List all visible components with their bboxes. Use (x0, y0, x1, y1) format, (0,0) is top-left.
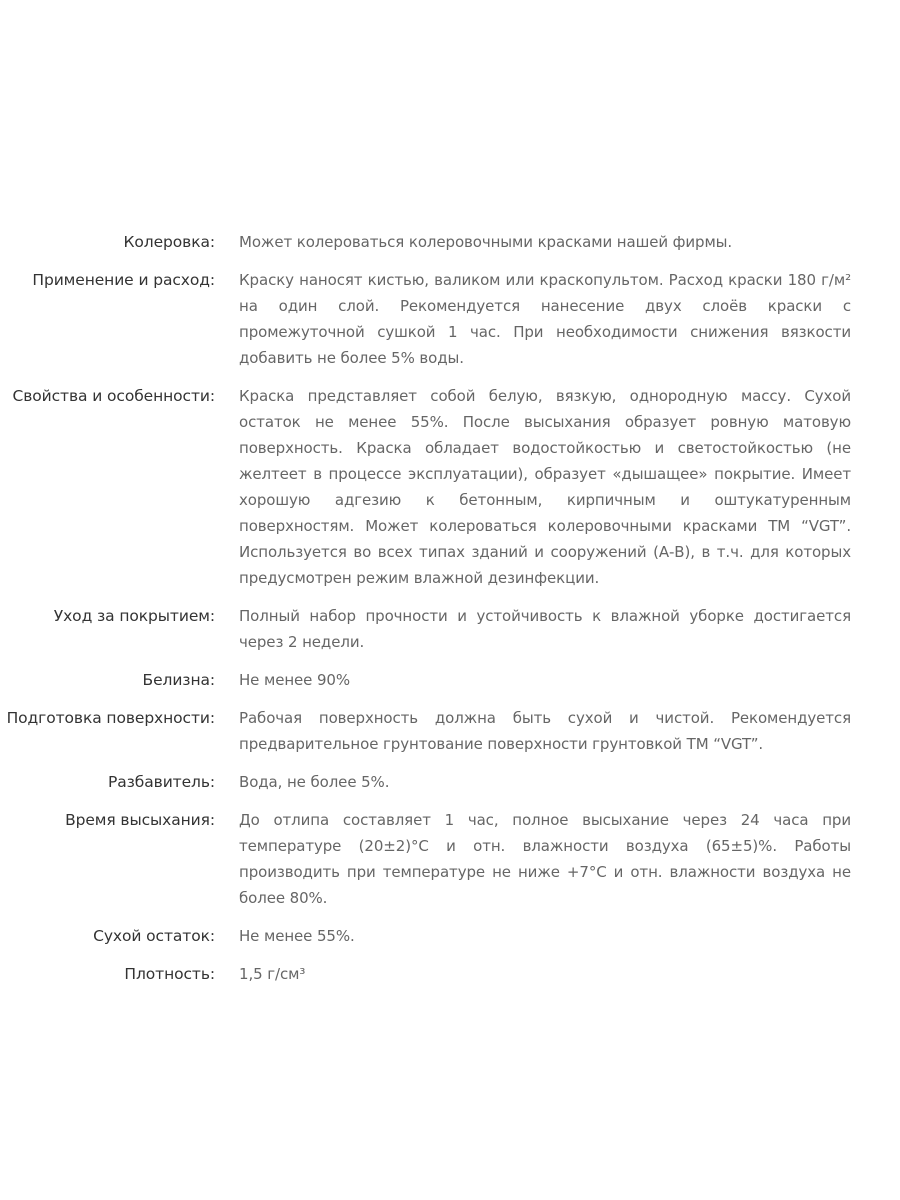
spec-value: Полный набор прочности и устойчивость к влажной уборке достигается через 2 недели. (239, 607, 851, 651)
spec-value: Не менее 90% (239, 671, 350, 689)
spec-label: Уход за покрытием: (53, 607, 215, 625)
spec-value: 1,5 г/см³ (239, 965, 306, 983)
spec-table (0, 229, 900, 987)
spec-row-properties (0, 383, 900, 591)
spec-value: Рабочая поверхность должна быть сухой и чистой. Рекомендуется предварительное грунтование поверхности грунтовкой ТМ “VGT”. (239, 709, 851, 753)
spec-label: Белизна: (142, 671, 215, 689)
spec-value: До отлипа составляет 1 час, полное высыхание через 24 часа при температуре (20±2)°С и отн. влажности воздуха (65±5)%. Работы производить при температуре не ниже +7°С и отн. влажности воздуха не более 80%. (239, 811, 851, 907)
spec-row-whiteness (0, 667, 900, 693)
spec-label: Свойства и особенности: (12, 387, 215, 405)
spec-row-care (0, 603, 900, 655)
spec-label: Применение и расход: (32, 271, 215, 289)
spec-value: Краску наносят кистью, валиком или краскопультом. Расход краски 180 г/м² на один слой. Рекомендуется нанесение двух слоёв краски с промежуточной сушкой 1 час. При необходимости снижения вязкости добавить не более 5% воды. (239, 271, 851, 367)
spec-label: Подготовка поверхности: (6, 709, 215, 727)
spec-label: Сухой остаток: (93, 927, 215, 945)
spec-row-application (0, 267, 900, 371)
spec-value: Может колероваться колеровочными красками нашей фирмы. (239, 233, 733, 251)
spec-label: Плотность: (124, 965, 215, 983)
spec-row-dry-residue (0, 923, 900, 949)
spec-value: Не менее 55%. (239, 927, 355, 945)
spec-value: Вода, не более 5%. (239, 773, 390, 791)
spec-row-surface-prep (0, 705, 900, 757)
spec-label: Колеровка: (123, 233, 215, 251)
spec-label: Время высыхания: (65, 811, 215, 829)
spec-label: Разбавитель: (108, 773, 215, 791)
spec-row-thinner (0, 769, 900, 795)
spec-value: Краска представляет собой белую, вязкую, однородную массу. Сухой остаток не менее 55%. После высыхания образует ровную матовую поверхность. Краска обладает водостойкостью и светостойкостью (не желтеет в процессе эксплуатации), образует «дышащее» покрытие. Имеет хорошую адгезию к бетонным, кирпичным и оштукатуренным поверхностям. Может колероваться колеровочными красками ТМ “VGT”. Используется во всех типах зданий и сооружений (А-В), в т.ч. для которых предусмотрен режим влажной дезинфекции. (239, 387, 851, 587)
spec-row-density (0, 961, 900, 987)
spec-row-tinting (0, 229, 900, 255)
spec-row-drying-time (0, 807, 900, 911)
